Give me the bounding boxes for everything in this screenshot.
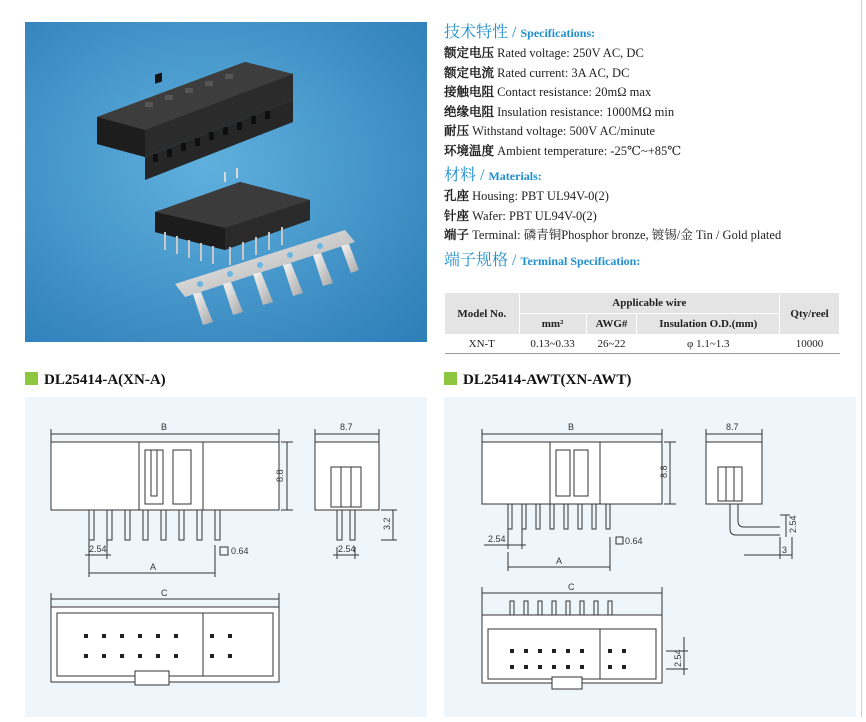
cell-qty: 10000 [780,335,840,354]
dim-c-label: C [568,582,575,592]
spec-line [444,44,856,64]
dim-vertical-pitch-label: 2.54 [788,515,798,533]
right-drawing-heading [444,371,631,389]
terminal-title: 端子规格 / Terminal Specification: [444,251,641,269]
spec-label-en: Withstand voltage: [472,124,567,138]
dim-a-label: A [556,556,563,566]
spec-label-en: Contact resistance: [497,85,592,99]
cell-mm: 0.13~0.33 [519,335,586,354]
right-technical-drawing [444,397,856,717]
spec-label-en: Housing: [472,189,518,203]
dim-width-label: 8.7 [726,422,739,432]
spec-label-en: Rated voltage: [497,46,570,60]
right-drawing-panel [444,397,856,717]
spec-label-zh: 额定电流 [444,65,495,80]
spec-value: 3A AC, DC [571,65,630,80]
th-applicable: Applicable wire [519,293,780,314]
specs-title-zh: 技术特性 [444,24,509,41]
materials-title-zh: 材料 [444,167,477,184]
dim-c-label: C [161,588,168,598]
cell-od: φ 1.1~1.3 [637,335,780,354]
spec-value: 250V AC, DC [572,46,644,60]
specs-title: 技术特性 / Specifications: [444,24,596,41]
spec-label-zh: 针座 [444,208,470,223]
specs-title-en: Specifications: [520,26,596,40]
spec-label-en: Rated current: [497,65,569,80]
dim-square-label: 0.64 [625,536,643,546]
left-technical-drawing [25,397,427,717]
left-drawing-heading [25,371,166,389]
dim-pin-label: 3.2 [382,517,392,530]
product-photo [25,22,427,342]
spec-label-zh: 端子 [444,228,470,242]
spec-line [444,64,856,84]
spec-line [444,187,856,207]
spec-line [444,83,856,103]
cell-awg: 26~22 [586,335,637,354]
spec-label-zh: 接触电阻 [444,85,495,99]
cell-model: XN-T [445,335,520,354]
spec-value: 1000MΩ min [606,104,675,119]
spec-line [444,122,856,142]
spec-label-en: Terminal: [472,228,521,242]
dim-pitch-label: 2.54 [488,534,506,544]
dim-a-label: A [150,562,157,572]
spec-line [444,226,856,246]
th-od: Insulation O.D.(mm) [637,314,780,335]
left-drawing-panel [25,397,427,717]
dim-width-label: 8.7 [340,422,353,432]
dim-top-pitch-label: 2.54 [673,649,683,667]
spec-line [444,207,856,227]
spec-label-en: Wafer: [472,208,506,223]
spec-label-zh: 孔座 [444,189,470,203]
spec-value: 磷青铜Phosphor bronze, 镀锡/金 Tin / Gold plated [523,228,782,242]
table-row [445,335,840,354]
dim-side-pitch-label: 2.54 [338,544,356,554]
spec-value: -25℃~+85℃ [610,143,682,158]
spec-label-zh: 绝缘电阻 [444,104,495,119]
spec-label-zh: 耐压 [444,124,470,138]
materials-title: 材料 / Materials: [444,167,542,184]
spec-label-zh: 额定电压 [444,46,495,60]
specs-block [444,22,856,272]
materials-title-en: Materials: [488,169,542,183]
terminal-title-en: Terminal Specification: [520,253,641,268]
th-qty: Qty/reel [780,293,840,335]
dim-height-label: 8.8 [275,469,285,482]
green-square-icon [444,372,457,385]
spec-label-zh: 环境温度 [444,143,495,158]
green-square-icon [25,372,38,385]
left-drawing-title: DL25414-A(XN-A) [44,372,166,388]
terminal-title-zh: 端子规格 [444,251,509,269]
spec-value: 500V AC/minute [569,124,656,138]
spec-value: PBT UL94V-0(2) [521,189,609,203]
th-mm: mm² [519,314,586,335]
dim-bend-label: 3 [782,545,788,555]
spec-line [444,103,856,123]
terminal-table [444,292,840,354]
page-border [861,0,862,717]
dim-height-label: 8.8 [659,465,669,478]
spec-label-en: Ambient temperature: [497,143,608,158]
dim-square-label: 0.64 [231,546,249,556]
dim-b-label: B [568,422,575,432]
spec-line [444,142,856,162]
spec-value: PBT UL94V-0(2) [508,208,597,223]
spec-label-en: Insulation resistance: [497,104,604,119]
spec-value: 20mΩ max [595,85,652,99]
dim-b-label: B [161,422,168,432]
th-model: Model No. [445,293,520,335]
th-awg: AWG# [586,314,637,335]
dim-pitch-label: 2.54 [89,544,107,554]
right-drawing-title: DL25414-AWT(XN-AWT) [463,372,632,388]
